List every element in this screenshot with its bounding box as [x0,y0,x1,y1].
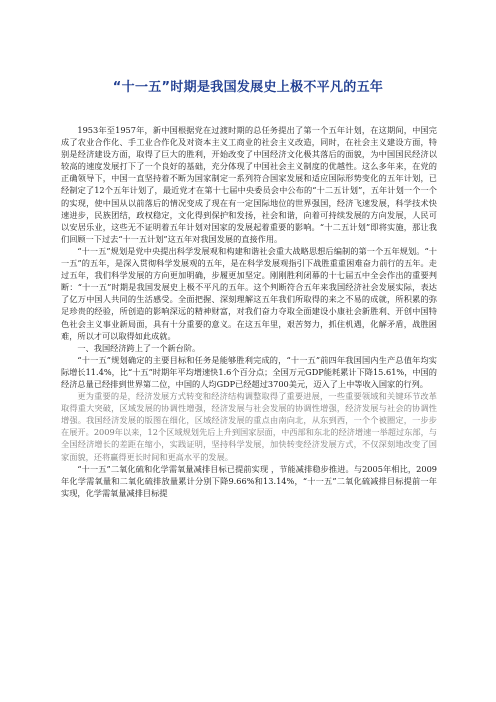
paragraph: “十一五”规划确定的主要目标和任务是能够胜利完成的，“十一五”前四年我国国内生产总值年均实际增长11.4%，比“十五”时期年平均增速快1.6个百分点；全国万元GDP能耗累计下降15.61%，中国的经济总量已经排到世界第二位，中国的人均GDP已经超过3700美元，迈入了上中等收入国家的行列。 [61,354,437,389]
document-body [61,124,437,499]
document-title: “十一五”时期是我国发展史上极不平凡的五年 [112,80,384,95]
section-heading: 一、我国经济跨上了一个新台阶。 [77,342,201,353]
paragraph: 更为重要的是，经济发展方式转变和经济结构调整取得了重要进展，一些重要领域和关键环节改革取得重大突破，区域发展的协调性增强，经济发展与社会发展的协调性增强，经济发展与社会的协调性增强。我国经济发展的版图在细化，区域经济发展的重点由南向北，从东到西，一个个被圈定，一步步在展开。2009年以来，12个区域规划先后上升到国家层面，中西部和东北的经济增速一举超过东部，与全国经济增长的差距在缩小，实践证明，坚持科学发展，加快转变经济发展方式，不仅深刻地改变了国家面貌，还将赢得更长时间和更高水平的发展。 [61,391,437,462]
paragraph: “十一五”二氧化硫和化学需氧量减排目标已提前实现 ，节能减排稳步推进。与2005年相比，2009年化学需氧量和二氧化硫排放量累计分别下降9.66%和13.14%，“十一五”二氧化硫减排目标提前一年实现，化学需氧量减排目标提 [61,463,437,498]
paragraph: “十一五”规划是党中央提出科学发展观和构建和谐社会重大战略思想后编制的第一个五年规划。“十一五”的五年，是深入贯彻科学发展观的五年，是在科学发展观指引下战胜重重困难奋力前行的五年。走过五年，我们科学发展的方向更加明确，步履更加坚定。刚刚胜利闭幕的十七届五中全会作出的重要判断：“十一五”时期是我国发展史上极不平凡的五年。这个判断符合五年来我国经济社会发展实际，表达了亿万中国人共同的生活感受。全面把握、深刻理解这五年我们所取得的来之不易的成就，所积累的弥足珍贵的经验，所创造的影响深远的精神财富，对我们奋力夺取全面建设小康社会新胜利、开创中国特色社会主义事业新局面，具有十分重要的意义。在这五年里，艰苦努力，抓住机遇，化解矛盾，战胜困难，所以才可以取得如此成就。 [61,245,437,341]
paragraph: 1953年至1957年，新中国根据党在过渡时期的总任务提出了第一个五年计划，在这期间，中国完成了农业合作化、手工业合作化及对资本主义工商业的社会主义改造，同时，在社会主义建设方面，特别是经济建设方面，取得了巨大的胜利，开始改变了中国经济文化极其落后的面貌，为中国国民经济以较高的速度发展打下了一个良好的基础，充分体现了中国社会主义制度的优越性。这么多年来，在党的正确领导下，中国一直坚持着不断为国家制定一系列符合国家发展和适应国际形势变化的五年计划，已经制定了12个五年计划了，最近党才在第十七届中央委员会中公布的“十二五计划”，五年计划一个一个的实现，使中国从以前落后的情况变成了现在有一定国际地位的世界强国，经济飞速发展，科学技术快速进步，民族团结，政权稳定，文化得到保护和发扬，社会和谐，向着可持续发展的方向发展，人民可以安居乐业，这些无不证明着五年计划对国家的发展起着重要的影响。“十二五计划”即将实施，那让我们回顾一下过去“十一五计划”这五年对我国发展的直接作用。 [61,125,437,244]
